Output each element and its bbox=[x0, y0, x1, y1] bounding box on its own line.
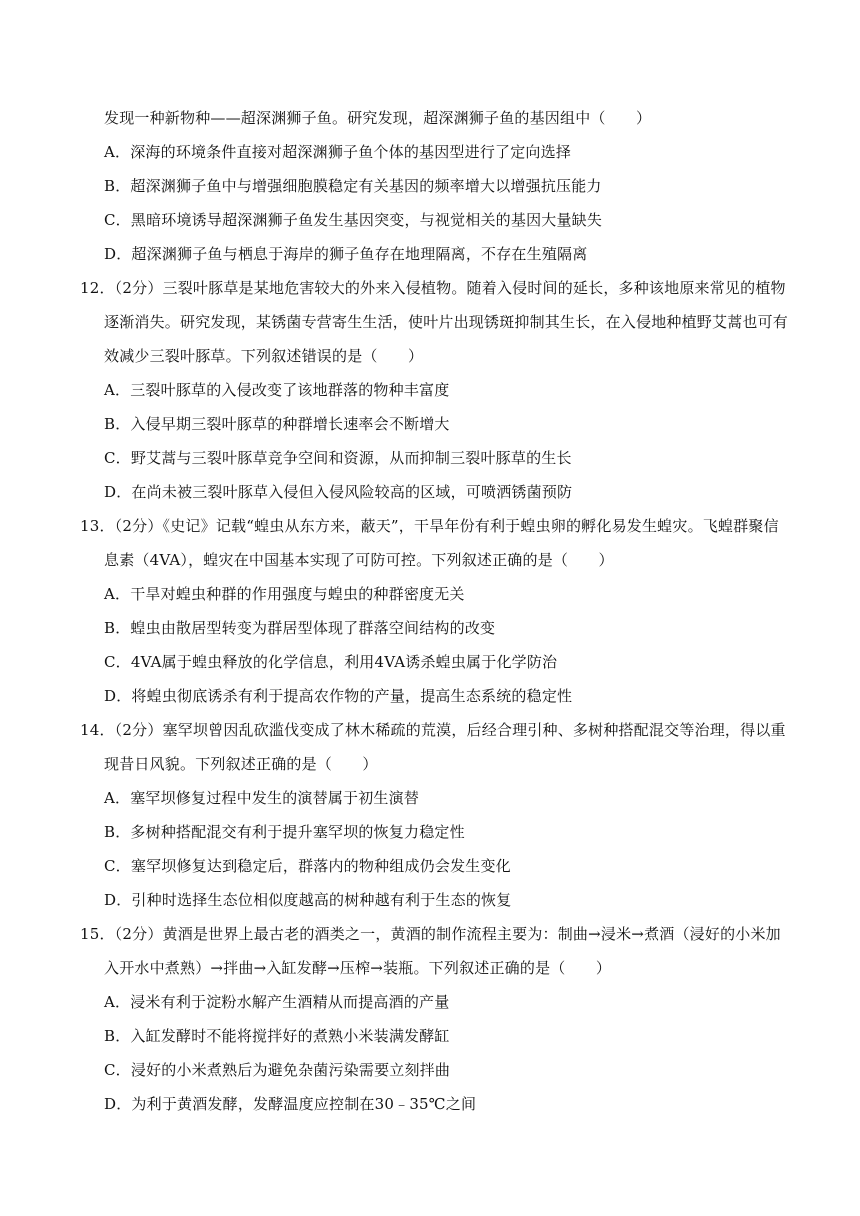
q15-option-c: C．浸好的小米煮熟后为避免杂菌污染需要立刻拌曲 bbox=[104, 1061, 451, 1079]
q12-option-b: B．入侵早期三裂叶豚草的种群增长速率会不断增大 bbox=[104, 415, 450, 433]
q12-stem-line-1: 12．（2分）三裂叶豚草是某地危害较大的外来入侵植物。随着入侵时间的延长，多种该地原来常见的植物 bbox=[80, 279, 786, 297]
q13-option-c: C．4VA属于蝗虫释放的化学信息，利用4VA诱杀蝗虫属于化学防治 bbox=[104, 653, 558, 671]
q15-option-a: A．浸米有利于淀粉水解产生酒精从而提高酒的产量 bbox=[104, 993, 450, 1011]
q12-stem-line-2: 逐渐消失。研究发现，某锈菌专营寄生生活，使叶片出现锈斑抑制其生长，在入侵地种植野艾蒿也可有 bbox=[104, 313, 789, 331]
q14-option-a: A．塞罕坝修复过程中发生的演替属于初生演替 bbox=[104, 789, 420, 807]
q12-option-d: D．在尚未被三裂叶豚草入侵但入侵风险较高的区域，可喷洒锈菌预防 bbox=[104, 483, 573, 501]
q15-stem-line-2: 入开水中煮熟）→拌曲→入缸发酵→压榨→装瓶。下列叙述正确的是（ ） bbox=[104, 959, 612, 977]
q13-stem-line-2: 息素（4VA），蝗灾在中国基本实现了可防可控。下列叙述正确的是（ ） bbox=[104, 551, 614, 569]
q14-option-c: C．塞罕坝修复达到稳定后，群落内的物种组成仍会发生变化 bbox=[104, 857, 511, 875]
q11-option-c: C．黑暗环境诱导超深渊狮子鱼发生基因突变，与视觉相关的基因大量缺失 bbox=[104, 211, 603, 229]
q12-option-c: C．野艾蒿与三裂叶豚草竞争空间和资源，从而抑制三裂叶豚草的生长 bbox=[104, 449, 572, 467]
q14-stem-line-1: 14．（2分）塞罕坝曾因乱砍滥伐变成了林木稀疏的荒漠，后经合理引种、多树种搭配混交等治理，得以重 bbox=[80, 721, 786, 739]
q14-option-b: B．多树种搭配混交有利于提升塞罕坝的恢复力稳定性 bbox=[104, 823, 465, 841]
q11-option-d: D．超深渊狮子鱼与栖息于海岸的狮子鱼存在地理隔离，不存在生殖隔离 bbox=[104, 245, 588, 263]
q14-option-d: D．引种时选择生态位相似度越高的树种越有利于生态的恢复 bbox=[104, 891, 512, 909]
q13-option-a: A．干旱对蝗虫种群的作用强度与蝗虫的种群密度无关 bbox=[104, 585, 465, 603]
q12-option-a: A．三裂叶豚草的入侵改变了该地群落的物种丰富度 bbox=[104, 381, 450, 399]
q13-option-d: D．将蝗虫彻底诱杀有利于提高农作物的产量，提高生态系统的稳定性 bbox=[104, 687, 573, 705]
q12-stem-line-3: 效减少三裂叶豚草。下列叙述错误的是（ ） bbox=[104, 347, 424, 365]
q15-option-b: B．入缸发酵时不能将搅拌好的煮熟小米装满发酵缸 bbox=[104, 1027, 450, 1045]
q13-option-b: B．蝗虫由散居型转变为群居型体现了群落空间结构的改变 bbox=[104, 619, 496, 637]
q11-option-a: A．深海的环境条件直接对超深渊狮子鱼个体的基因型进行了定向选择 bbox=[104, 143, 572, 161]
q13-stem-line-1: 13．（2分）《史记》记载“蝗虫从东方来，蔽天”，干旱年份有利于蝗虫卵的孵化易发生蝗灾。飞蝗群聚信 bbox=[80, 517, 779, 535]
q15-stem-line-1: 15．（2分）黄酒是世界上最古老的酒类之一，黄酒的制作流程主要为：制曲→浸米→煮酒（浸好的小米加 bbox=[80, 925, 781, 943]
q11-stem-line-1: 发现一种新物种——超深渊狮子鱼。研究发现，超深渊狮子鱼的基因组中（ ） bbox=[104, 109, 652, 127]
q11-option-b: B．超深渊狮子鱼中与增强细胞膜稳定有关基因的频率增大以增强抗压能力 bbox=[104, 177, 602, 195]
q14-stem-line-2: 现昔日风貌。下列叙述正确的是（ ） bbox=[104, 755, 378, 773]
q15-option-d: D．为利于黄酒发酵，发酵温度应控制在30﹣35℃之间 bbox=[104, 1095, 477, 1113]
